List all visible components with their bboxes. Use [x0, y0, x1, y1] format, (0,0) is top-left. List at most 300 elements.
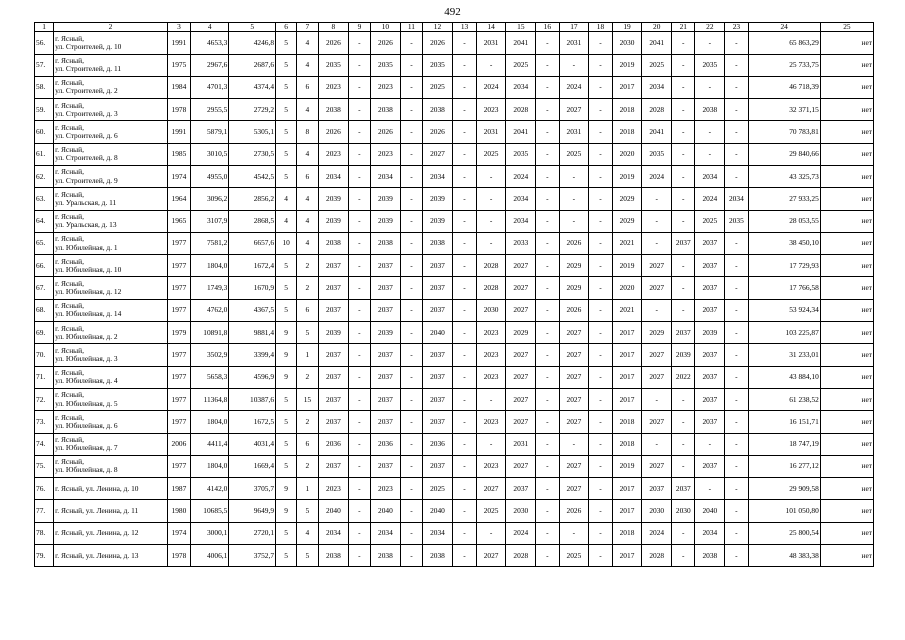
table-cell: -: [349, 188, 370, 210]
table-cell: 2020: [612, 277, 642, 299]
table-cell: 71.: [35, 366, 54, 388]
table-cell: -: [401, 344, 422, 366]
table-cell: нет: [820, 366, 873, 388]
table-cell: 10387,6: [229, 388, 276, 410]
table-cell: 2041: [506, 32, 536, 54]
column-header: 2: [54, 23, 168, 32]
table-cell: 2023: [318, 76, 349, 98]
table-cell: 2017: [612, 366, 642, 388]
table-cell: 2035: [725, 210, 748, 232]
address-cell: г. Ясный, ул. Строителей, д. 10: [54, 32, 168, 54]
table-cell: 2019: [612, 255, 642, 277]
table-cell: 1977: [167, 388, 190, 410]
table-cell: 2025: [422, 76, 453, 98]
table-cell: нет: [820, 210, 873, 232]
table-cell: 5: [297, 545, 318, 567]
table-cell: -: [536, 411, 559, 433]
table-cell: 2037: [695, 455, 725, 477]
table-cell: -: [349, 121, 370, 143]
table-cell: 2027: [559, 455, 589, 477]
table-cell: 2024: [695, 188, 725, 210]
table-cell: 57.: [35, 54, 54, 76]
address-cell: г. Ясный, ул. Строителей, д. 8: [54, 143, 168, 165]
table-cell: 79.: [35, 545, 54, 567]
table-cell: 4: [297, 522, 318, 544]
table-cell: нет: [820, 344, 873, 366]
table-cell: 2038: [695, 545, 725, 567]
table-cell: 1977: [167, 277, 190, 299]
table-cell: 2026: [422, 121, 453, 143]
table-cell: 7581,2: [191, 232, 229, 254]
table-cell: 2030: [642, 500, 672, 522]
address-cell: г. Ясный, ул. Строителей, д. 3: [54, 99, 168, 121]
table-cell: -: [725, 255, 748, 277]
table-cell: -: [536, 322, 559, 344]
table-cell: 3010,5: [191, 143, 229, 165]
table-cell: 5: [276, 455, 297, 477]
table-row: [35, 455, 874, 477]
table-cell: 1977: [167, 255, 190, 277]
table-cell: 2025: [422, 478, 453, 500]
table-cell: 1: [297, 478, 318, 500]
table-row: [35, 500, 874, 522]
table-cell: 2026: [559, 232, 589, 254]
table-row: [35, 232, 874, 254]
table-cell: 1975: [167, 54, 190, 76]
table-cell: 2037: [422, 299, 453, 321]
table-cell: 2035: [422, 54, 453, 76]
table-cell: 5: [276, 411, 297, 433]
table-cell: -: [695, 32, 725, 54]
table-cell: -: [401, 388, 422, 410]
table-cell: 43 325,73: [748, 165, 820, 187]
table-cell: -: [349, 545, 370, 567]
table-cell: 6: [297, 165, 318, 187]
table-cell: 5: [276, 545, 297, 567]
table-cell: -: [725, 232, 748, 254]
table-cell: 2024: [506, 522, 536, 544]
column-header: 18: [589, 23, 612, 32]
table-cell: 9: [276, 478, 297, 500]
table-cell: 5879,1: [191, 121, 229, 143]
table-cell: -: [401, 522, 422, 544]
table-cell: 2027: [642, 344, 672, 366]
table-cell: 59.: [35, 99, 54, 121]
table-cell: 2036: [422, 433, 453, 455]
table-cell: 1979: [167, 322, 190, 344]
table-cell: 2035: [695, 54, 725, 76]
table-cell: нет: [820, 143, 873, 165]
table-cell: 25 800,54: [748, 522, 820, 544]
table-cell: 2037: [370, 277, 401, 299]
table-row: [35, 299, 874, 321]
table-cell: -: [349, 433, 370, 455]
table-cell: -: [453, 143, 476, 165]
table-cell: 2039: [318, 210, 349, 232]
table-cell: -: [695, 76, 725, 98]
table-cell: 5: [276, 121, 297, 143]
table-cell: 61 238,52: [748, 388, 820, 410]
table-cell: 2021: [612, 232, 642, 254]
column-header: 7: [297, 23, 318, 32]
table-cell: 1977: [167, 299, 190, 321]
table-cell: -: [536, 478, 559, 500]
table-cell: 3752,7: [229, 545, 276, 567]
table-cell: -: [401, 32, 422, 54]
table-cell: 1980: [167, 500, 190, 522]
table-row: [35, 522, 874, 544]
table-cell: 2026: [559, 299, 589, 321]
table-cell: нет: [820, 277, 873, 299]
table-cell: 4031,4: [229, 433, 276, 455]
table-cell: 4542,5: [229, 165, 276, 187]
table-cell: 2027: [559, 322, 589, 344]
table-cell: 2027: [506, 277, 536, 299]
table-cell: 74.: [35, 433, 54, 455]
table-cell: нет: [820, 545, 873, 567]
table-cell: 2037: [672, 232, 695, 254]
table-cell: -: [695, 143, 725, 165]
table-cell: 2028: [642, 545, 672, 567]
table-cell: 4246,8: [229, 32, 276, 54]
table-cell: -: [349, 54, 370, 76]
table-cell: 10: [276, 232, 297, 254]
table-cell: 2037: [318, 255, 349, 277]
table-cell: 28 053,55: [748, 210, 820, 232]
table-cell: 2031: [476, 32, 506, 54]
table-cell: 2027: [422, 143, 453, 165]
address-cell: г. Ясный, ул. Юбилейная, д. 1: [54, 232, 168, 254]
column-header: 15: [506, 23, 536, 32]
table-cell: -: [401, 188, 422, 210]
table-cell: -: [349, 500, 370, 522]
table-cell: 15: [297, 388, 318, 410]
table-cell: 46 718,39: [748, 76, 820, 98]
table-cell: 2856,2: [229, 188, 276, 210]
table-cell: 5: [276, 143, 297, 165]
table-cell: -: [559, 210, 589, 232]
table-cell: 2037: [672, 322, 695, 344]
address-cell: г. Ясный, ул. Юбилейная, д. 2: [54, 322, 168, 344]
table-cell: 2022: [672, 366, 695, 388]
table-cell: 1804,0: [191, 255, 229, 277]
table-cell: -: [589, 522, 612, 544]
table-cell: 2037: [370, 411, 401, 433]
table-cell: 2023: [370, 143, 401, 165]
table-cell: 2037: [318, 299, 349, 321]
table-cell: 9: [276, 500, 297, 522]
table-cell: 5: [276, 433, 297, 455]
table-cell: -: [559, 522, 589, 544]
table-cell: -: [536, 99, 559, 121]
table-cell: 2027: [559, 366, 589, 388]
table-cell: -: [401, 366, 422, 388]
table-cell: -: [453, 366, 476, 388]
table-cell: 2035: [370, 54, 401, 76]
column-header: 16: [536, 23, 559, 32]
table-row: [35, 32, 874, 54]
table-row: [35, 188, 874, 210]
table-cell: -: [589, 76, 612, 98]
table-cell: 4: [297, 99, 318, 121]
table-cell: 1987: [167, 478, 190, 500]
table-cell: 2029: [612, 210, 642, 232]
table-cell: 2037: [370, 255, 401, 277]
table-cell: -: [589, 165, 612, 187]
table-cell: 2028: [506, 99, 536, 121]
table-cell: 1804,0: [191, 455, 229, 477]
column-header: 3: [167, 23, 190, 32]
table-cell: 72.: [35, 388, 54, 410]
table-cell: 5: [276, 165, 297, 187]
table-cell: 103 225,87: [748, 322, 820, 344]
table-cell: -: [559, 433, 589, 455]
table-cell: 2037: [642, 478, 672, 500]
table-cell: -: [349, 478, 370, 500]
table-cell: 2018: [612, 522, 642, 544]
table-cell: 3107,9: [191, 210, 229, 232]
table-cell: 4762,0: [191, 299, 229, 321]
table-cell: 62.: [35, 165, 54, 187]
table-cell: 2039: [370, 210, 401, 232]
table-cell: -: [642, 433, 672, 455]
column-header: 10: [370, 23, 401, 32]
table-cell: 2: [297, 277, 318, 299]
address-cell: г. Ясный, ул. Строителей, д. 9: [54, 165, 168, 187]
table-cell: 60.: [35, 121, 54, 143]
table-cell: 2040: [422, 322, 453, 344]
table-cell: нет: [820, 121, 873, 143]
table-cell: 1965: [167, 210, 190, 232]
table-cell: 65.: [35, 232, 54, 254]
table-cell: -: [672, 188, 695, 210]
table-cell: -: [672, 121, 695, 143]
table-cell: 2024: [476, 76, 506, 98]
table-cell: -: [725, 344, 748, 366]
table-cell: -: [453, 344, 476, 366]
table-cell: нет: [820, 500, 873, 522]
table-cell: -: [589, 366, 612, 388]
table-cell: -: [349, 299, 370, 321]
table-cell: 2031: [506, 433, 536, 455]
table-cell: 2026: [370, 32, 401, 54]
table-cell: 2037: [422, 277, 453, 299]
table-cell: -: [589, 277, 612, 299]
table-cell: 1964: [167, 188, 190, 210]
table-cell: 2023: [318, 478, 349, 500]
table-cell: -: [589, 478, 612, 500]
table-cell: -: [725, 76, 748, 98]
table-cell: 64.: [35, 210, 54, 232]
table-cell: -: [725, 165, 748, 187]
table-cell: 2037: [672, 478, 695, 500]
table-row: [35, 433, 874, 455]
table-cell: -: [725, 366, 748, 388]
table-cell: -: [725, 299, 748, 321]
table-cell: -: [401, 277, 422, 299]
table-cell: -: [725, 478, 748, 500]
table-cell: 1: [297, 344, 318, 366]
table-cell: -: [349, 366, 370, 388]
table-cell: 2036: [318, 433, 349, 455]
table-cell: 2018: [612, 99, 642, 121]
table-cell: нет: [820, 32, 873, 54]
table-cell: 2031: [559, 121, 589, 143]
table-cell: 2028: [642, 99, 672, 121]
table-cell: 2026: [318, 121, 349, 143]
table-cell: 2039: [695, 322, 725, 344]
table-cell: 76.: [35, 478, 54, 500]
table-cell: -: [453, 545, 476, 567]
table-cell: -: [453, 322, 476, 344]
table-cell: 2034: [642, 76, 672, 98]
table-cell: 4: [276, 188, 297, 210]
column-header: 12: [422, 23, 453, 32]
table-cell: 17 729,93: [748, 255, 820, 277]
table-cell: 25 733,75: [748, 54, 820, 76]
table-cell: 4411,4: [191, 433, 229, 455]
table-cell: 2040: [370, 500, 401, 522]
table-cell: -: [589, 121, 612, 143]
table-cell: 53 924,34: [748, 299, 820, 321]
table-cell: 2023: [476, 344, 506, 366]
table-cell: -: [349, 232, 370, 254]
table-cell: 2021: [612, 299, 642, 321]
table-cell: 2037: [695, 388, 725, 410]
table-cell: 2038: [318, 545, 349, 567]
table-cell: -: [349, 99, 370, 121]
table-cell: 2023: [476, 455, 506, 477]
table-cell: 2027: [642, 411, 672, 433]
table-cell: 2025: [559, 143, 589, 165]
address-cell: г. Ясный, ул. Строителей, д. 11: [54, 54, 168, 76]
table-cell: -: [401, 545, 422, 567]
table-cell: -: [453, 188, 476, 210]
table-cell: 2024: [559, 76, 589, 98]
table-cell: 16 277,12: [748, 455, 820, 477]
table-cell: 2019: [612, 54, 642, 76]
table-cell: 2025: [476, 500, 506, 522]
table-cell: 2029: [642, 322, 672, 344]
table-cell: 2037: [422, 411, 453, 433]
table-cell: 5: [276, 522, 297, 544]
table-cell: 2024: [506, 165, 536, 187]
table-cell: 2037: [506, 478, 536, 500]
table-cell: 2034: [695, 522, 725, 544]
table-cell: -: [453, 99, 476, 121]
table-cell: 2033: [506, 232, 536, 254]
table-cell: 1977: [167, 366, 190, 388]
table-cell: 2023: [370, 76, 401, 98]
table-cell: 2034: [506, 210, 536, 232]
table-cell: 5658,3: [191, 366, 229, 388]
table-cell: 2036: [370, 433, 401, 455]
table-cell: 2041: [506, 121, 536, 143]
table-cell: -: [536, 500, 559, 522]
table-row: [35, 411, 874, 433]
table-cell: -: [672, 411, 695, 433]
table-cell: -: [349, 388, 370, 410]
table-cell: -: [401, 255, 422, 277]
table-cell: 2037: [422, 344, 453, 366]
table-cell: 70 783,81: [748, 121, 820, 143]
table-cell: 2017: [612, 500, 642, 522]
table-cell: -: [536, 366, 559, 388]
table-cell: -: [536, 344, 559, 366]
table-cell: 2039: [318, 322, 349, 344]
table-cell: 2026: [422, 32, 453, 54]
table-cell: 2037: [695, 344, 725, 366]
table-cell: 2038: [422, 232, 453, 254]
column-number-header: [35, 23, 874, 32]
address-cell: г. Ясный, ул. Ленина, д. 13: [54, 545, 168, 567]
column-header: 9: [349, 23, 370, 32]
table-cell: 2030: [476, 299, 506, 321]
table-cell: -: [453, 299, 476, 321]
table-cell: -: [589, 322, 612, 344]
table-cell: 69.: [35, 322, 54, 344]
table-cell: нет: [820, 188, 873, 210]
table-cell: 2040: [422, 500, 453, 522]
table-row: [35, 210, 874, 232]
table-cell: -: [559, 54, 589, 76]
table-cell: 2027: [642, 366, 672, 388]
table-cell: -: [672, 545, 695, 567]
table-row: [35, 99, 874, 121]
table-cell: -: [672, 143, 695, 165]
table-cell: 2026: [318, 32, 349, 54]
table-cell: 9649,9: [229, 500, 276, 522]
table-cell: 4374,4: [229, 76, 276, 98]
table-cell: 5: [276, 54, 297, 76]
table-cell: -: [349, 455, 370, 477]
table-cell: 1977: [167, 344, 190, 366]
table-cell: нет: [820, 255, 873, 277]
table-cell: 2027: [506, 344, 536, 366]
table-cell: -: [672, 433, 695, 455]
table-cell: 2023: [476, 99, 506, 121]
table-cell: 4: [297, 232, 318, 254]
table-cell: 2040: [318, 500, 349, 522]
table-cell: 2037: [695, 277, 725, 299]
table-cell: -: [476, 433, 506, 455]
table-cell: 2028: [506, 545, 536, 567]
table-cell: 2038: [422, 99, 453, 121]
table-cell: -: [725, 500, 748, 522]
table-cell: 2037: [370, 299, 401, 321]
table-cell: 2034: [318, 522, 349, 544]
table-cell: 4: [297, 188, 318, 210]
table-cell: -: [559, 165, 589, 187]
table-cell: 2027: [506, 366, 536, 388]
table-cell: -: [672, 99, 695, 121]
table-row: [35, 344, 874, 366]
table-cell: 2037: [695, 366, 725, 388]
table-cell: -: [536, 188, 559, 210]
table-cell: -: [536, 255, 559, 277]
table-cell: 2026: [559, 500, 589, 522]
table-cell: 2029: [506, 322, 536, 344]
table-cell: -: [453, 54, 476, 76]
table-cell: 3096,2: [191, 188, 229, 210]
address-cell: г. Ясный, ул. Юбилейная, д. 4: [54, 366, 168, 388]
table-cell: -: [642, 232, 672, 254]
table-cell: -: [672, 455, 695, 477]
table-cell: 1670,9: [229, 277, 276, 299]
table-cell: -: [695, 121, 725, 143]
table-cell: -: [725, 455, 748, 477]
column-header: 1: [35, 23, 54, 32]
